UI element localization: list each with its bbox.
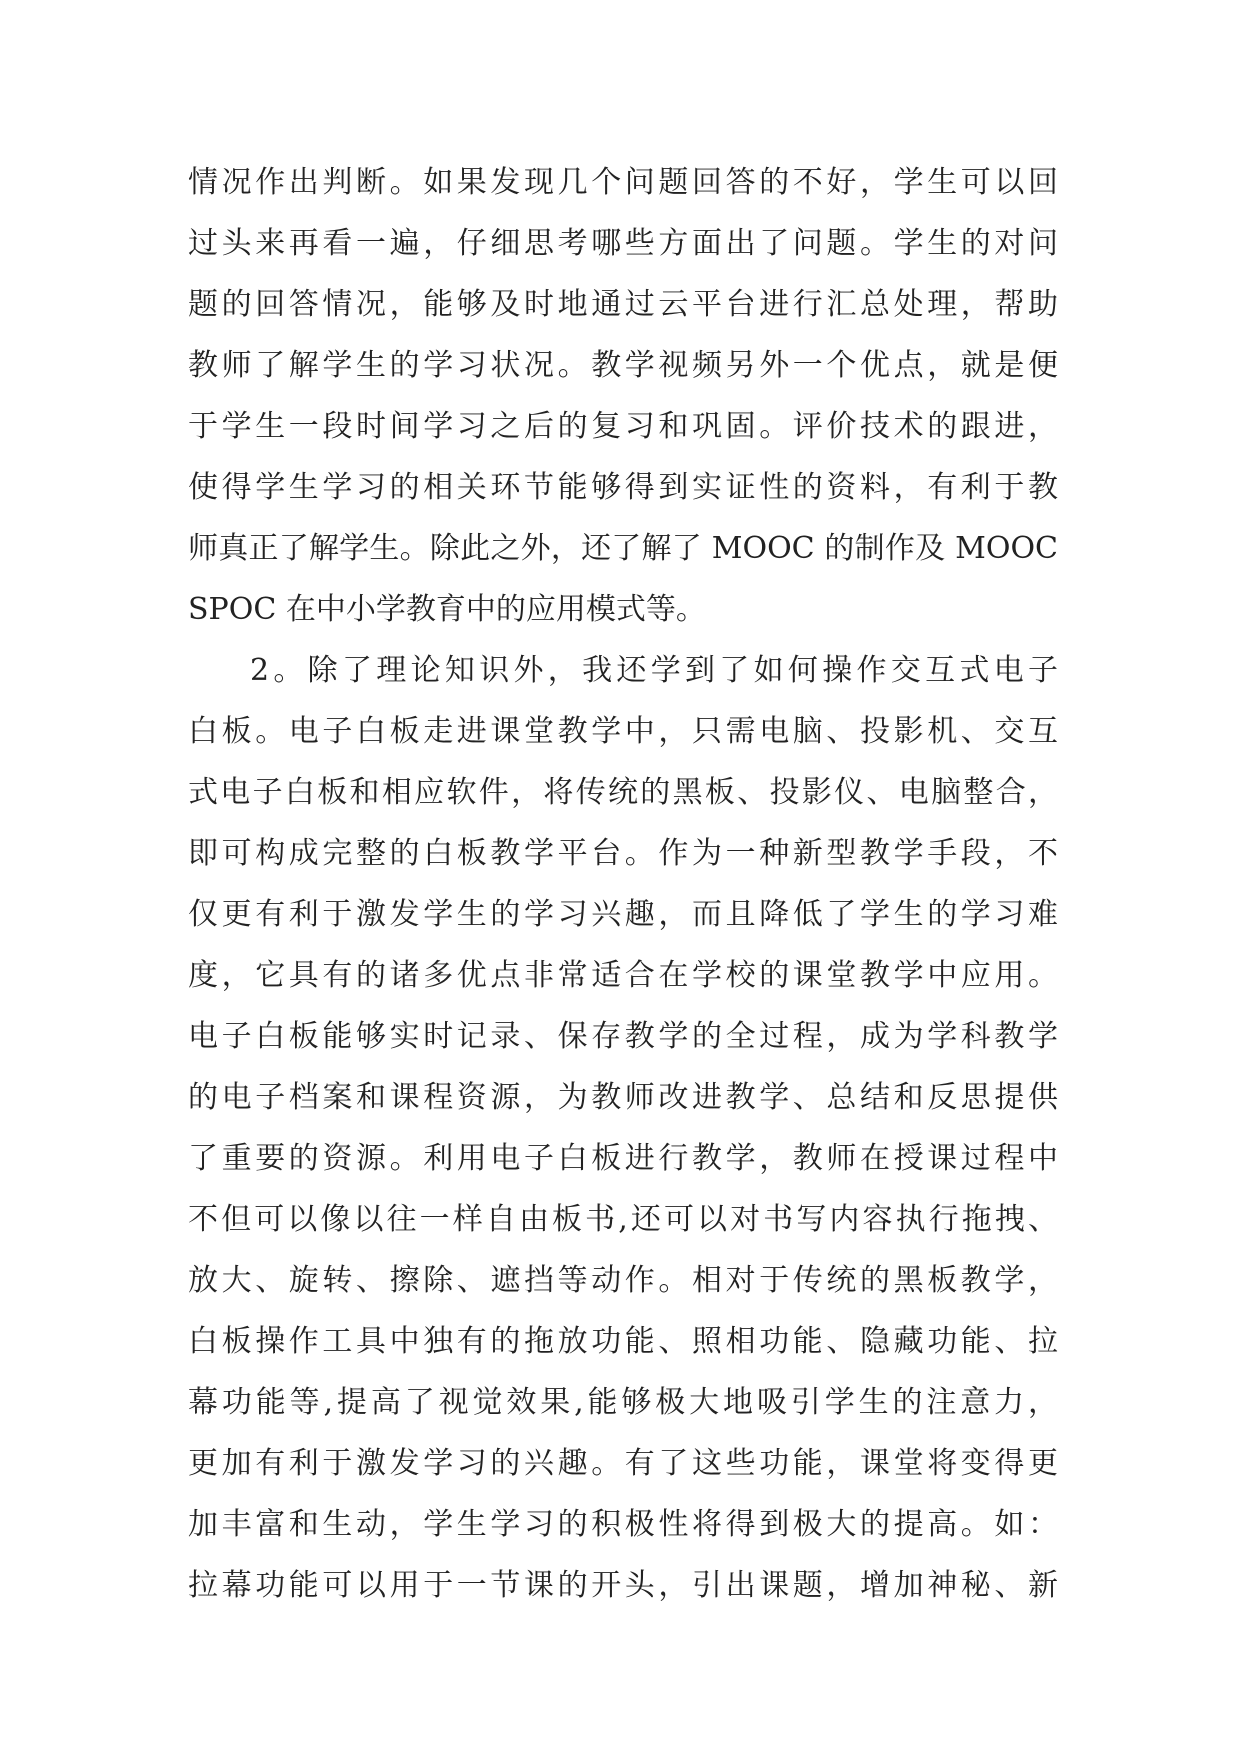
- text-line-23: 加丰富和生动，学生学习的积极性将得到极大的提高。如：: [188, 1507, 1058, 1542]
- text-line-17: 了重要的资源。利用电子白板进行教学，教师在授课过程中: [188, 1141, 1058, 1176]
- text-line-5: 于学生一段时间学习之后的复习和巩固。评价技术的跟进，: [188, 409, 1058, 444]
- text-line-14: 度，它具有的诸多优点非常适合在学校的课堂教学中应用。: [188, 958, 1058, 993]
- text-line-4: 教师了解学生的学习状况。教学视频另外一个优点，就是便: [188, 348, 1058, 383]
- text-line-7: 师真正了解学生。除此之外，还了解了 MOOC 的制作及 MOOC: [188, 531, 1058, 566]
- text-line-20: 白板操作工具中独有的拖放功能、照相功能、隐藏功能、拉: [188, 1324, 1058, 1359]
- text-line-6: 使得学生学习的相关环节能够得到实证性的资料，有利于教: [188, 470, 1058, 505]
- text-line-18: 不但可以像以往一样自由板书,还可以对书写内容执行拖拽、: [188, 1202, 1058, 1237]
- text-line-2: 过头来再看一遍，仔细思考哪些方面出了问题。学生的对问: [188, 226, 1058, 261]
- text-line-22: 更加有利于激发学习的兴趣。有了这些功能，课堂将变得更: [188, 1446, 1058, 1481]
- text-line-16: 的电子档案和课程资源，为教师改进教学、总结和反思提供: [188, 1080, 1058, 1115]
- text-line-24: 拉幕功能可以用于一节课的开头，引出课题，增加神秘、新: [188, 1568, 1058, 1603]
- text-line-8: SPOC 在中小学教育中的应用模式等。: [188, 592, 706, 627]
- text-line-12: 即可构成完整的白板教学平台。作为一种新型教学手段，不: [188, 836, 1058, 871]
- text-line-19: 放大、旋转、擦除、遮挡等动作。相对于传统的黑板教学，: [188, 1263, 1058, 1298]
- text-line-1: 情况作出判断。如果发现几个问题回答的不好，学生可以回: [188, 165, 1058, 200]
- text-line-10: 白板。电子白板走进课堂教学中，只需电脑、投影机、交互: [188, 714, 1058, 749]
- text-line-21: 幕功能等,提高了视觉效果,能够极大地吸引学生的注意力，: [188, 1385, 1058, 1420]
- text-line-3: 题的回答情况，能够及时地通过云平台进行汇总处理，帮助: [188, 287, 1058, 322]
- text-line-15: 电子白板能够实时记录、保存教学的全过程，成为学科教学: [188, 1019, 1058, 1054]
- text-line-11: 式电子白板和相应软件，将传统的黑板、投影仪、电脑整合，: [188, 775, 1058, 810]
- body-text: [188, 152, 1058, 1616]
- text-line-9: 2。除了理论知识外，我还学到了如何操作交互式电子: [250, 653, 1058, 688]
- text-line-13: 仅更有利于激发学生的学习兴趣，而且降低了学生的学习难: [188, 897, 1058, 932]
